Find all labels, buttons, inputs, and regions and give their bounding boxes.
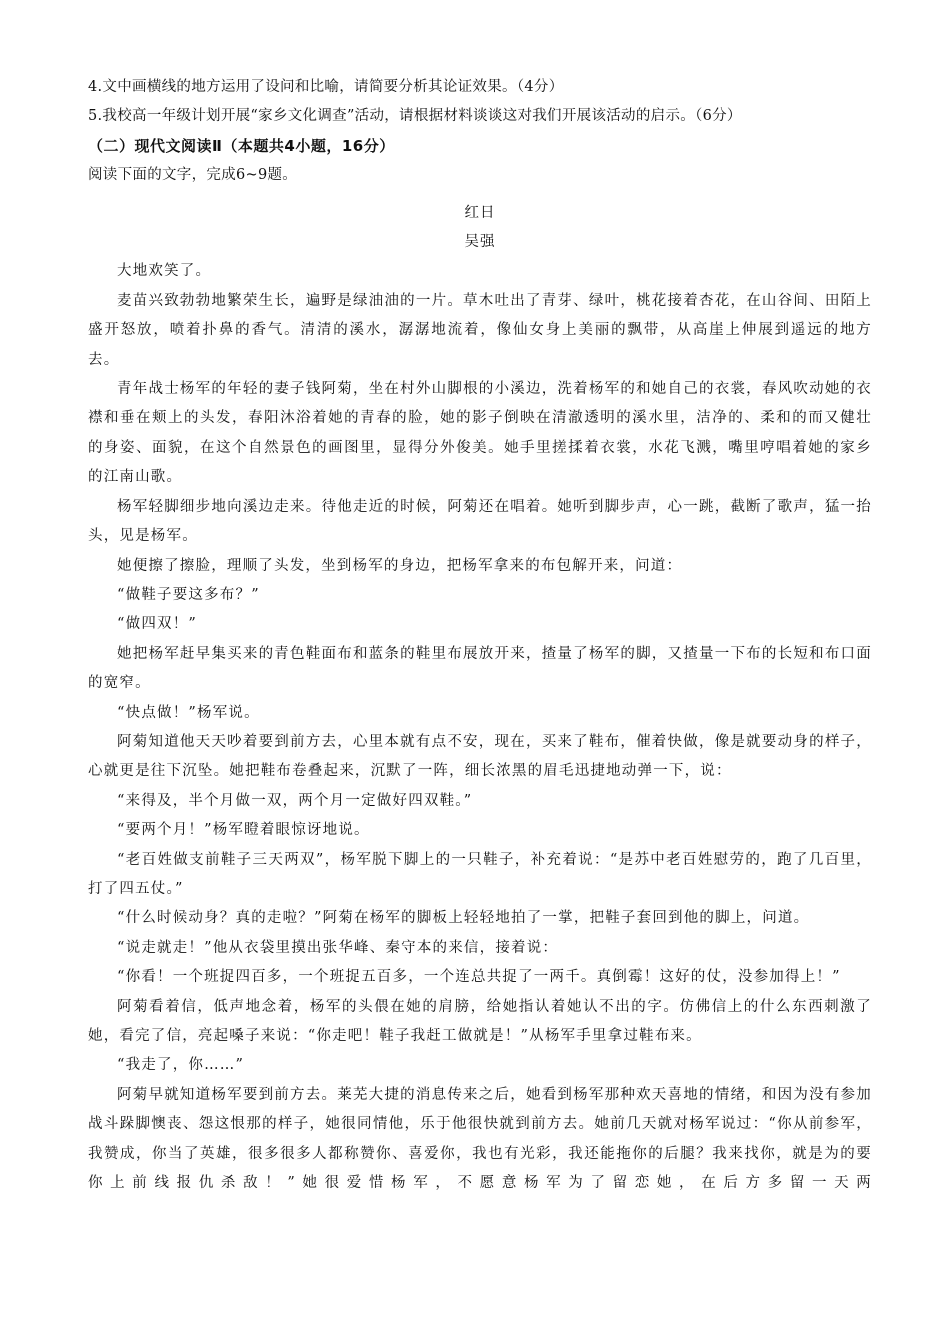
paragraph: 她便擦了擦脸，理顺了头发，坐到杨军的身边，把杨军拿来的布包解开来，问道： bbox=[117, 557, 683, 574]
paragraph: 阿菊早就知道杨军要到前方去。莱芜大捷的消息传来之后，她看到杨军那种欢天喜地的情绪，和因为没有参加战斗跺脚懊丧、怨这恨那的样子，她很同情他，乐于他很快就到前方去。她前几天就对杨军说过：“你从前参军，我赞成，你当了英雄，很多很多人都称赞你、喜爱你，我也有光彩，我还能拖你的后腿？我来找你，就是为的要你上前线报仇杀敌！”她很爱惜杨军，不愿意杨军为了留恋她，在后方多留一天两 bbox=[88, 1086, 872, 1192]
dialogue-line: “来得及，半个月做一双，两个月一定做好四双鞋。” bbox=[117, 792, 473, 809]
dialogue-line: “做鞋子要这多布？” bbox=[117, 586, 260, 603]
paragraph: 阿菊看着信，低声地念着，杨军的头偎在她的肩膀，给她指认着她认不出的字。仿佛信上的什么东西刺激了她，看完了信，亮起嗓子来说：“你走吧！鞋子我赶工做就是！”从杨军手里拿过鞋布来。 bbox=[88, 998, 872, 1044]
dialogue-line: “我走了，你……” bbox=[117, 1057, 245, 1074]
dialogue-line: “要两个月！”杨军瞪着眼惊讶地说。 bbox=[117, 822, 370, 839]
section-heading: （二）现代文阅读Ⅱ（本题共4小题，16分） bbox=[88, 136, 395, 155]
reading-instruction: 阅读下面的文字，完成6~9题。 bbox=[88, 167, 298, 184]
dialogue-line: “你看！一个班捉四百多，一个班捉五百多，一个连总共捉了一两千。真倒霉！这好的仗，没参加得上！” bbox=[117, 969, 841, 986]
paragraph: 杨军轻脚细步地向溪边走来。待他走近的时候，阿菊还在唱着。她听到脚步声，心一跳，截断了歌声，猛一抬头，见是杨军。 bbox=[88, 498, 872, 545]
dialogue-line: “做四双！” bbox=[117, 616, 198, 633]
dialogue-line: “说走就走！”他从衣袋里摸出张华峰、秦守本的来信，接着说： bbox=[117, 939, 559, 956]
dialogue-line: “老百姓做支前鞋子三天两双”，杨军脱下脚上的一只鞋子，补充着说：“是苏中老百姓慰劳的，跑了几百里，打了四五仗。” bbox=[88, 851, 872, 897]
story-author: 吴强 bbox=[464, 234, 496, 251]
paragraph: 大地欢笑了。 bbox=[117, 263, 212, 280]
paragraph: 她把杨军赶早集买来的青色鞋面布和蓝条的鞋里布展放开来，揸量了杨军的脚，又揸量一下布的长短和布口面的宽窄。 bbox=[88, 645, 872, 692]
document-page bbox=[88, 73, 872, 1198]
dialogue-line: “什么时候动身？真的走啦？”阿菊在杨军的脚板上轻轻地拍了一掌，把鞋子套回到他的脚上，问道。 bbox=[117, 910, 810, 927]
dialogue-line: “快点做！”杨军说。 bbox=[117, 704, 260, 721]
paragraph: 青年战士杨军的年轻的妻子钱阿菊，坐在村外山脚根的小溪边，洗着杨军的和她自己的衣裳，春风吹动她的衣襟和垂在颊上的头发，春阳沐浴着她的青春的脸，她的影子倒映在清澈透明的溪水里，洁净的、柔和的而又健壮的身姿、面貌，在这个自然景色的画图里，显得分外俊美。她手里搓揉着衣裳，水花飞溅，嘴里哼唱着她的家乡的江南山歌。 bbox=[88, 381, 872, 486]
story-title: 红日 bbox=[464, 204, 496, 221]
question-4: 4.文中画横线的地方运用了设问和比喻，请简要分析其论证效果。（4分） bbox=[88, 79, 564, 95]
paragraph: 麦苗兴致勃勃地繁荣生长，遍野是绿油油的一片。草木吐出了青芽、绿叶，桃花接着杏花，在山谷间、田陌上盛开怒放，喷着扑鼻的香气。清清的溪水，潺潺地流着，像仙女身上美丽的飘带，从高崖上伸展到遥远的地方去。 bbox=[88, 292, 872, 368]
paragraph: 阿菊知道他天天吵着要到前方去，心里本就有点不安，现在，买来了鞋布，催着快做，像是就要动身的样子，心就更是往下沉坠。她把鞋布卷叠起来，沉默了一阵，细长浓黑的眉毛迅捷地动弹一下，说： bbox=[88, 733, 872, 780]
question-5: 5.我校高一年级计划开展“家乡文化调查”活动，请根据材料谈谈这对我们开展该活动的启示。（6分） bbox=[88, 108, 742, 125]
